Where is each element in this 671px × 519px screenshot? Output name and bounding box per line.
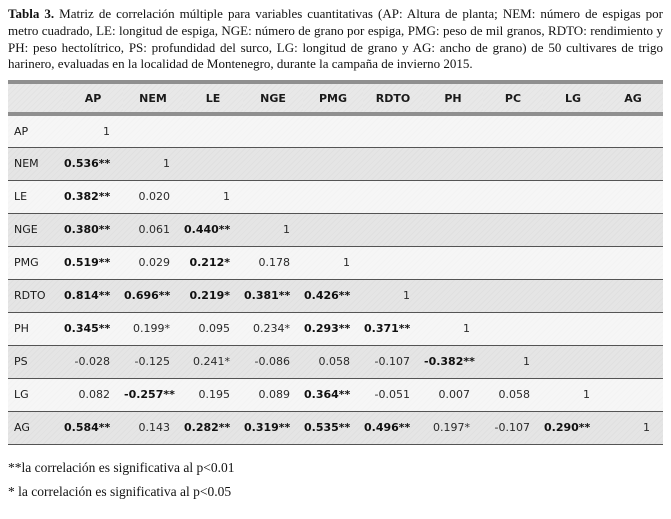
cell-PS-NGE: -0.086 <box>243 345 303 378</box>
row-header-LG: LG <box>8 378 63 411</box>
cell-PH-NEM: 0.199* <box>123 312 183 345</box>
row-header-NGE: NGE <box>8 213 63 246</box>
cell-LG-NEM: -0.257** <box>123 378 183 411</box>
cell-RDTO-PH <box>423 279 483 312</box>
cell-LG-AG <box>603 378 663 411</box>
table-caption <box>8 6 663 73</box>
table-row-LE <box>8 180 663 213</box>
cell-AP-NEM <box>123 114 183 147</box>
cell-PS-AG <box>603 345 663 378</box>
table-row-NEM <box>8 147 663 180</box>
page <box>0 6 671 519</box>
column-header-PC: PC <box>483 82 543 114</box>
cell-AP-RDTO <box>363 114 423 147</box>
row-header-RDTO: RDTO <box>8 279 63 312</box>
cell-PMG-PH <box>423 246 483 279</box>
cell-AG-NEM: 0.143 <box>123 411 183 444</box>
caption-label: Tabla 3. <box>8 6 55 21</box>
cell-AG-RDTO: 0.496** <box>363 411 423 444</box>
cell-PS-AP: -0.028 <box>63 345 123 378</box>
cell-NEM-NEM: 1 <box>123 147 183 180</box>
column-header-PH: PH <box>423 82 483 114</box>
column-header-NGE: NGE <box>243 82 303 114</box>
cell-PMG-AP: 0.519** <box>63 246 123 279</box>
cell-NEM-PH <box>423 147 483 180</box>
cell-NEM-NGE <box>243 147 303 180</box>
cell-AP-LG <box>543 114 603 147</box>
cell-PH-AP: 0.345** <box>63 312 123 345</box>
cell-NEM-AP: 0.536** <box>63 147 123 180</box>
cell-RDTO-PC <box>483 279 543 312</box>
cell-AG-LE: 0.282** <box>183 411 243 444</box>
cell-LE-AG <box>603 180 663 213</box>
row-header-LE: LE <box>8 180 63 213</box>
column-header-RDTO: RDTO <box>363 82 423 114</box>
cell-LG-LG: 1 <box>543 378 603 411</box>
cell-PMG-RDTO <box>363 246 423 279</box>
cell-PS-PH: -0.382** <box>423 345 483 378</box>
cell-AP-LE <box>183 114 243 147</box>
header-row <box>8 82 663 114</box>
cell-NEM-PC <box>483 147 543 180</box>
cell-LG-AP: 0.082 <box>63 378 123 411</box>
cell-PS-RDTO: -0.107 <box>363 345 423 378</box>
cell-LE-NGE <box>243 180 303 213</box>
cell-PH-RDTO: 0.371** <box>363 312 423 345</box>
row-header-PH: PH <box>8 312 63 345</box>
column-header-LG: LG <box>543 82 603 114</box>
cell-PH-LG <box>543 312 603 345</box>
cell-LE-PC <box>483 180 543 213</box>
cell-NGE-AP: 0.380** <box>63 213 123 246</box>
cell-AG-LG: 0.290** <box>543 411 603 444</box>
table-row-NGE <box>8 213 663 246</box>
cell-PH-PMG: 0.293** <box>303 312 363 345</box>
table-row-PH <box>8 312 663 345</box>
cell-NGE-LG <box>543 213 603 246</box>
correlation-table <box>8 80 663 445</box>
cell-NGE-AG <box>603 213 663 246</box>
cell-AG-PH: 0.197* <box>423 411 483 444</box>
column-header-NEM: NEM <box>123 82 183 114</box>
cell-RDTO-PMG: 0.426** <box>303 279 363 312</box>
cell-NEM-LE <box>183 147 243 180</box>
cell-AP-PMG <box>303 114 363 147</box>
table-row-LG <box>8 378 663 411</box>
footnote-p05: * la correlación es significativa al p<0.05 <box>8 483 232 499</box>
cell-LE-LE: 1 <box>183 180 243 213</box>
cell-AP-AG <box>603 114 663 147</box>
cell-PMG-NEM: 0.029 <box>123 246 183 279</box>
cell-RDTO-RDTO: 1 <box>363 279 423 312</box>
cell-AP-PH <box>423 114 483 147</box>
cell-NEM-LG <box>543 147 603 180</box>
cell-LG-LE: 0.195 <box>183 378 243 411</box>
cell-AG-AP: 0.584** <box>63 411 123 444</box>
cell-NGE-NEM: 0.061 <box>123 213 183 246</box>
cell-PH-LE: 0.095 <box>183 312 243 345</box>
cell-LE-PH <box>423 180 483 213</box>
table-row-AP <box>8 114 663 147</box>
cell-PMG-LE: 0.212* <box>183 246 243 279</box>
cell-AG-NGE: 0.319** <box>243 411 303 444</box>
corner-cell <box>8 82 63 114</box>
row-header-PMG: PMG <box>8 246 63 279</box>
cell-NEM-PMG <box>303 147 363 180</box>
cell-AP-NGE <box>243 114 303 147</box>
row-header-PS: PS <box>8 345 63 378</box>
cell-LE-RDTO <box>363 180 423 213</box>
row-header-AG: AG <box>8 411 63 444</box>
cell-NEM-RDTO <box>363 147 423 180</box>
cell-NGE-RDTO <box>363 213 423 246</box>
cell-NGE-LE: 0.440** <box>183 213 243 246</box>
cell-LG-NGE: 0.089 <box>243 378 303 411</box>
cell-NGE-PC <box>483 213 543 246</box>
cell-PMG-PMG: 1 <box>303 246 363 279</box>
cell-PMG-LG <box>543 246 603 279</box>
cell-AP-AP: 1 <box>63 114 123 147</box>
row-header-AP: AP <box>8 114 63 147</box>
table-body <box>8 114 663 444</box>
column-header-AG: AG <box>603 82 663 114</box>
cell-PS-NEM: -0.125 <box>123 345 183 378</box>
cell-NGE-NGE: 1 <box>243 213 303 246</box>
cell-RDTO-NEM: 0.696** <box>123 279 183 312</box>
cell-LE-NEM: 0.020 <box>123 180 183 213</box>
cell-NGE-PMG <box>303 213 363 246</box>
table-row-PMG <box>8 246 663 279</box>
cell-PH-PH: 1 <box>423 312 483 345</box>
column-header-PMG: PMG <box>303 82 363 114</box>
table-row-AG <box>8 411 663 444</box>
cell-PMG-AG <box>603 246 663 279</box>
cell-LG-RDTO: -0.051 <box>363 378 423 411</box>
table-row-PS <box>8 345 663 378</box>
cell-PMG-NGE: 0.178 <box>243 246 303 279</box>
cell-RDTO-LG <box>543 279 603 312</box>
cell-RDTO-LE: 0.219* <box>183 279 243 312</box>
cell-AG-PC: -0.107 <box>483 411 543 444</box>
cell-PH-PC <box>483 312 543 345</box>
cell-PS-PMG: 0.058 <box>303 345 363 378</box>
correlation-matrix-table <box>8 80 663 445</box>
cell-LE-LG <box>543 180 603 213</box>
cell-LG-PH: 0.007 <box>423 378 483 411</box>
cell-LG-PMG: 0.364** <box>303 378 363 411</box>
cell-RDTO-AP: 0.814** <box>63 279 123 312</box>
cell-AG-AG: 1 <box>603 411 663 444</box>
cell-PMG-PC <box>483 246 543 279</box>
footnote-p01: **la correlación es significativa al p<0.01 <box>8 459 235 475</box>
cell-PS-PC: 1 <box>483 345 543 378</box>
cell-LG-PC: 0.058 <box>483 378 543 411</box>
cell-LE-PMG <box>303 180 363 213</box>
cell-PH-NGE: 0.234* <box>243 312 303 345</box>
column-header-LE: LE <box>183 82 243 114</box>
caption-text: Matriz de correlación múltiple para variables cuantitativas (AP: Altura de planta; NEM: número de espigas por metro cuadrado, LE: longitud de espiga, NGE: número de grano por espiga, PMG: peso de mil granos, RDTO: rendimiento y PH: peso hectolítrico, PS: profundidad del surco, LG: longitud de grano y AG: ancho de grano) de 50 cultivares de trigo harinero, evaluadas en la localidad de Montenegro, durante la campaña de invierno 2015. <box>8 6 664 72</box>
table-row-RDTO <box>8 279 663 312</box>
column-header-AP: AP <box>63 82 123 114</box>
row-header-NEM: NEM <box>8 147 63 180</box>
cell-PS-LE: 0.241* <box>183 345 243 378</box>
cell-RDTO-AG <box>603 279 663 312</box>
cell-AG-PMG: 0.535** <box>303 411 363 444</box>
cell-RDTO-NGE: 0.381** <box>243 279 303 312</box>
table-header <box>8 82 663 114</box>
cell-NEM-AG <box>603 147 663 180</box>
cell-PH-AG <box>603 312 663 345</box>
cell-AP-PC <box>483 114 543 147</box>
cell-LE-AP: 0.382** <box>63 180 123 213</box>
cell-PS-LG <box>543 345 603 378</box>
cell-NGE-PH <box>423 213 483 246</box>
